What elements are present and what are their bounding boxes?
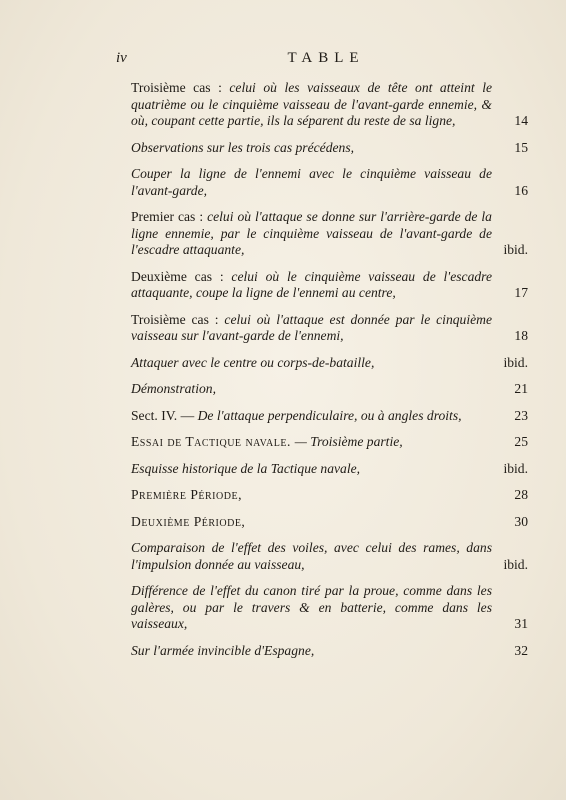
toc-entry <box>131 487 528 504</box>
toc-entry <box>131 408 528 425</box>
toc-entry <box>131 312 528 345</box>
toc-entry <box>131 269 528 302</box>
toc-entry <box>131 583 528 633</box>
toc-entry-text: Observations sur les trois cas précédens, <box>131 139 355 155</box>
toc-entry-text: celui où l'attaque se donne sur l'arrière-garde de la ligne ennemie, par le cinquième vaisseau de l'avant-garde de l'escadre attaquante, <box>131 209 492 257</box>
toc-entry-text: Démonstration, <box>131 381 216 396</box>
toc-entry-text: Attaquer avec le centre ou corps-de-bataille, <box>131 354 375 370</box>
toc-entry-label: Deuxième cas : <box>131 268 232 284</box>
toc-entry-page: ibid. <box>503 242 528 257</box>
table-of-contents <box>131 80 528 669</box>
toc-entry <box>131 381 528 398</box>
toc-entry-page: 25 <box>514 434 528 449</box>
toc-entry-label: Sect. IV. — <box>131 407 198 423</box>
toc-entry-label: Troisième cas : <box>131 311 225 327</box>
toc-entry-text: — Troisième partie, <box>294 434 403 449</box>
toc-entry-page: 21 <box>514 381 528 396</box>
toc-entry-page: 15 <box>514 139 528 155</box>
toc-entry <box>131 461 528 478</box>
toc-entry-text: celui où le cinquième vaisseau de l'escadre attaquante, coupe la ligne de l'ennemi au centre, <box>131 268 492 300</box>
toc-entry-page: 14 <box>514 113 528 128</box>
toc-entry <box>131 80 528 130</box>
toc-entry-page: ibid. <box>503 556 528 572</box>
toc-entry-text: Esquisse historique de la Tactique navale, <box>131 460 361 476</box>
toc-entry-page: ibid. <box>503 460 528 476</box>
toc-entry-page: 18 <box>514 328 528 343</box>
toc-entry <box>131 140 528 157</box>
toc-entry-heading: Deuxième Période, <box>131 513 246 529</box>
toc-entry-page: 31 <box>514 616 528 631</box>
page-header <box>116 50 536 70</box>
toc-entry-text: Différence de l'effet du canon tiré par la proue, comme dans les galères, ou par le travers & en batterie, comme dans les vaisseaux, <box>131 583 492 631</box>
toc-entry-page: 32 <box>514 642 528 658</box>
toc-entry-text: celui où les vaisseaux de tête ont atteint le quatrième ou le cinquième vaisseau de l'avant-garde ennemie, & où, coupant cette partie, ils la séparent du reste de sa ligne, <box>131 80 493 128</box>
toc-entry <box>131 434 528 451</box>
toc-entry-page: 30 <box>514 513 528 529</box>
toc-entry-text: Comparaison de l'effet des voiles, avec celui des rames, dans l'impulsion donnée au vaisseau, <box>131 540 492 572</box>
toc-entry <box>131 209 528 259</box>
toc-entry <box>131 643 528 660</box>
toc-entry-text: celui où l'attaque est donnée par le cinquième vaisseau sur l'avant-garde de l'ennemi, <box>131 311 492 343</box>
toc-entry <box>131 514 528 531</box>
toc-entry-page: 23 <box>514 407 528 423</box>
folio-number: iv <box>116 50 127 66</box>
toc-entry-page: 16 <box>514 182 528 198</box>
toc-entry <box>131 540 528 573</box>
toc-entry <box>131 355 528 372</box>
toc-entry-label: Troisième cas : <box>131 80 230 95</box>
toc-entry-page: 28 <box>514 487 528 502</box>
toc-entry-text: Sur l'armée invincible d'Espagne, <box>131 642 315 658</box>
toc-entry-heading: Première Période, <box>131 487 242 502</box>
toc-entry-heading: Essai de Tactique navale. <box>131 434 295 449</box>
toc-entry-label: Premier cas : <box>131 209 208 224</box>
toc-entry <box>131 166 528 199</box>
toc-entry-page: ibid. <box>503 354 528 370</box>
toc-entry-page: 17 <box>514 285 528 300</box>
toc-entry-text: De l'attaque perpendiculaire, ou à angles droits, <box>197 407 462 423</box>
toc-entry-text: Couper la ligne de l'ennemi avec le cinquième vaisseau de l'avant-garde, <box>131 166 492 198</box>
running-title: TABLE <box>287 50 365 66</box>
